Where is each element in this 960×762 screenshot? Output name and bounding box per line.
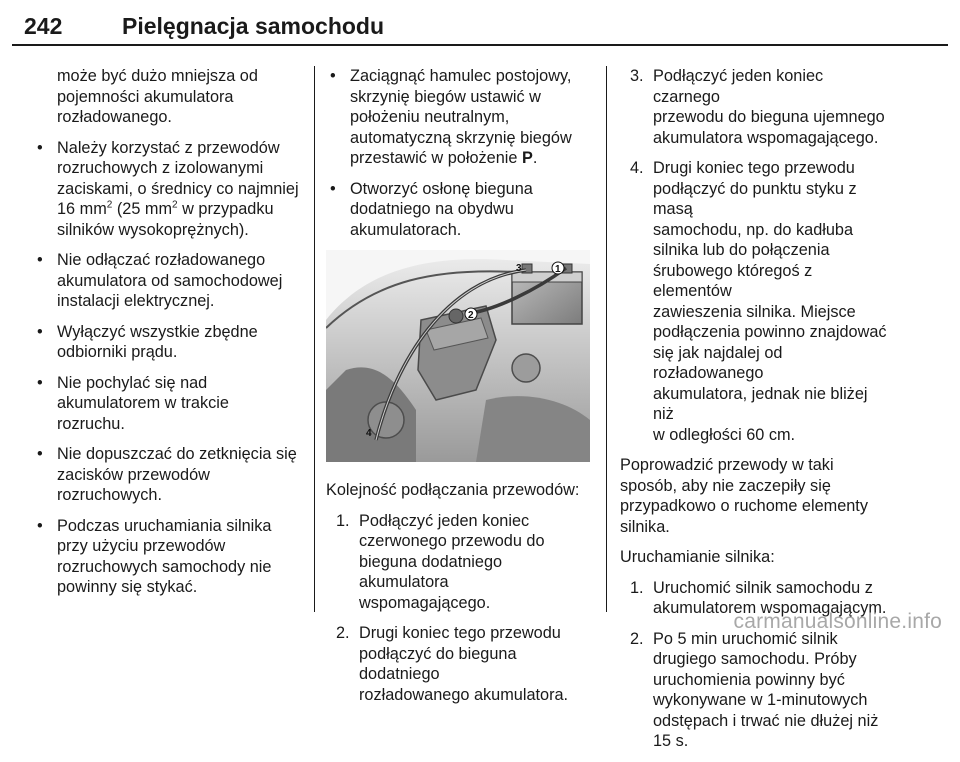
page-header xyxy=(12,6,948,46)
figure-caption: Kolejność podłączania przewodów: xyxy=(326,481,580,499)
page-number: 242 xyxy=(24,13,63,39)
column-middle xyxy=(326,66,590,715)
watermark[interactable]: carmanualsonline.info xyxy=(733,610,942,633)
figure-label-1: 1 xyxy=(555,264,561,275)
step-4: 4. Drugi koniec tego przewodu podłączyć do punktu styku z masą samochodu, np. do kadłuba silnika lub do połączenia śrubowego któregoś z elementów zawieszenia silnika. Miejsce podłączenia powinno znajdować się jak najdalej od rozładowanego akumulatora, jednak nie bliżej niż w odległości 60 cm. xyxy=(630,159,887,444)
figure-label-2: 2 xyxy=(468,310,474,321)
chapter-title: Pielęgnacja samochodu xyxy=(122,13,385,39)
bullet-open-cover: • Otworzyć osłonę bieguna dodatniego na obydwu akumulatorach. xyxy=(326,179,590,241)
header-rule xyxy=(12,44,948,46)
bullet-do-not-disconnect: • Nie odłączać rozładowanego akumulatora od samochodowej instalacji elektrycznej. xyxy=(33,250,308,312)
column-divider xyxy=(606,66,607,612)
step-1: 1. Podłączyć jeden koniec czerwonego przewodu do bieguna dodatniego akumulatora wspomagającego. xyxy=(336,511,545,612)
column-right xyxy=(620,66,892,762)
bullet-switch-off: • Wyłączyć wszystkie zbędne odbiorniki prądu. xyxy=(33,322,308,363)
bullet-do-not-lean: • Nie pochylać się nad akumulatorem w trakcie rozruchu. xyxy=(33,373,308,435)
start-step-1: 1. Uruchomić silnik samochodu z akumulatorem wspomagającym. xyxy=(630,578,887,617)
column-divider xyxy=(314,66,315,612)
start-step-2: 2. Po 5 min uruchomić silnik drugiego samochodu. Próby uruchomienia powinny być wykonywane w 1-minutowych odstępach i trwać nie dłużej niż 15 s. xyxy=(630,629,879,750)
figure-label-3: 3 xyxy=(516,263,522,274)
start-heading: Uruchamianie silnika: xyxy=(620,548,775,566)
continued-text: może być dużo mniejsza od pojemności akumulatora rozładowanego. xyxy=(57,67,258,126)
bullet-handbrake: • Zaciągnąć hamulec postojowy, skrzynię biegów ustawić w położeniu neutralnym, automatyczną skrzynię biegów przestawić w położenie P. xyxy=(326,66,590,169)
routing-paragraph: Poprowadzić przewody w taki sposób, aby nie zaczepiły się przypadkowo o ruchome elementy silnika. xyxy=(620,456,868,536)
figure-label-4: 4 xyxy=(366,428,372,439)
bullet-cables: • Należy korzystać z przewodów rozruchowych z izolowanymi zaciskami, o średnicy co najmniej 16 $mm^2$ (25 $mm^2$ w przypadku silników wysokoprężnych). xyxy=(33,138,308,241)
step-3: 3. Podłączyć jeden koniec czarnego przewodu do bieguna ujemnego akumulatora wspomagającego. xyxy=(630,67,885,147)
bullet-vehicles-not-touch: • Podczas uruchamiania silnika przy użyciu przewodów rozruchowych samochody nie powinny się stykać. xyxy=(33,516,308,598)
engine-bay-illustration xyxy=(326,250,590,462)
column-left xyxy=(33,66,308,608)
bullet-clamps: • Nie dopuszczać do zetknięcia się zacisków przewodów rozruchowych. xyxy=(33,444,308,506)
step-2: 2. Drugi koniec tego przewodu podłączyć do bieguna dodatniego rozładowanego akumulatora. xyxy=(336,624,569,704)
